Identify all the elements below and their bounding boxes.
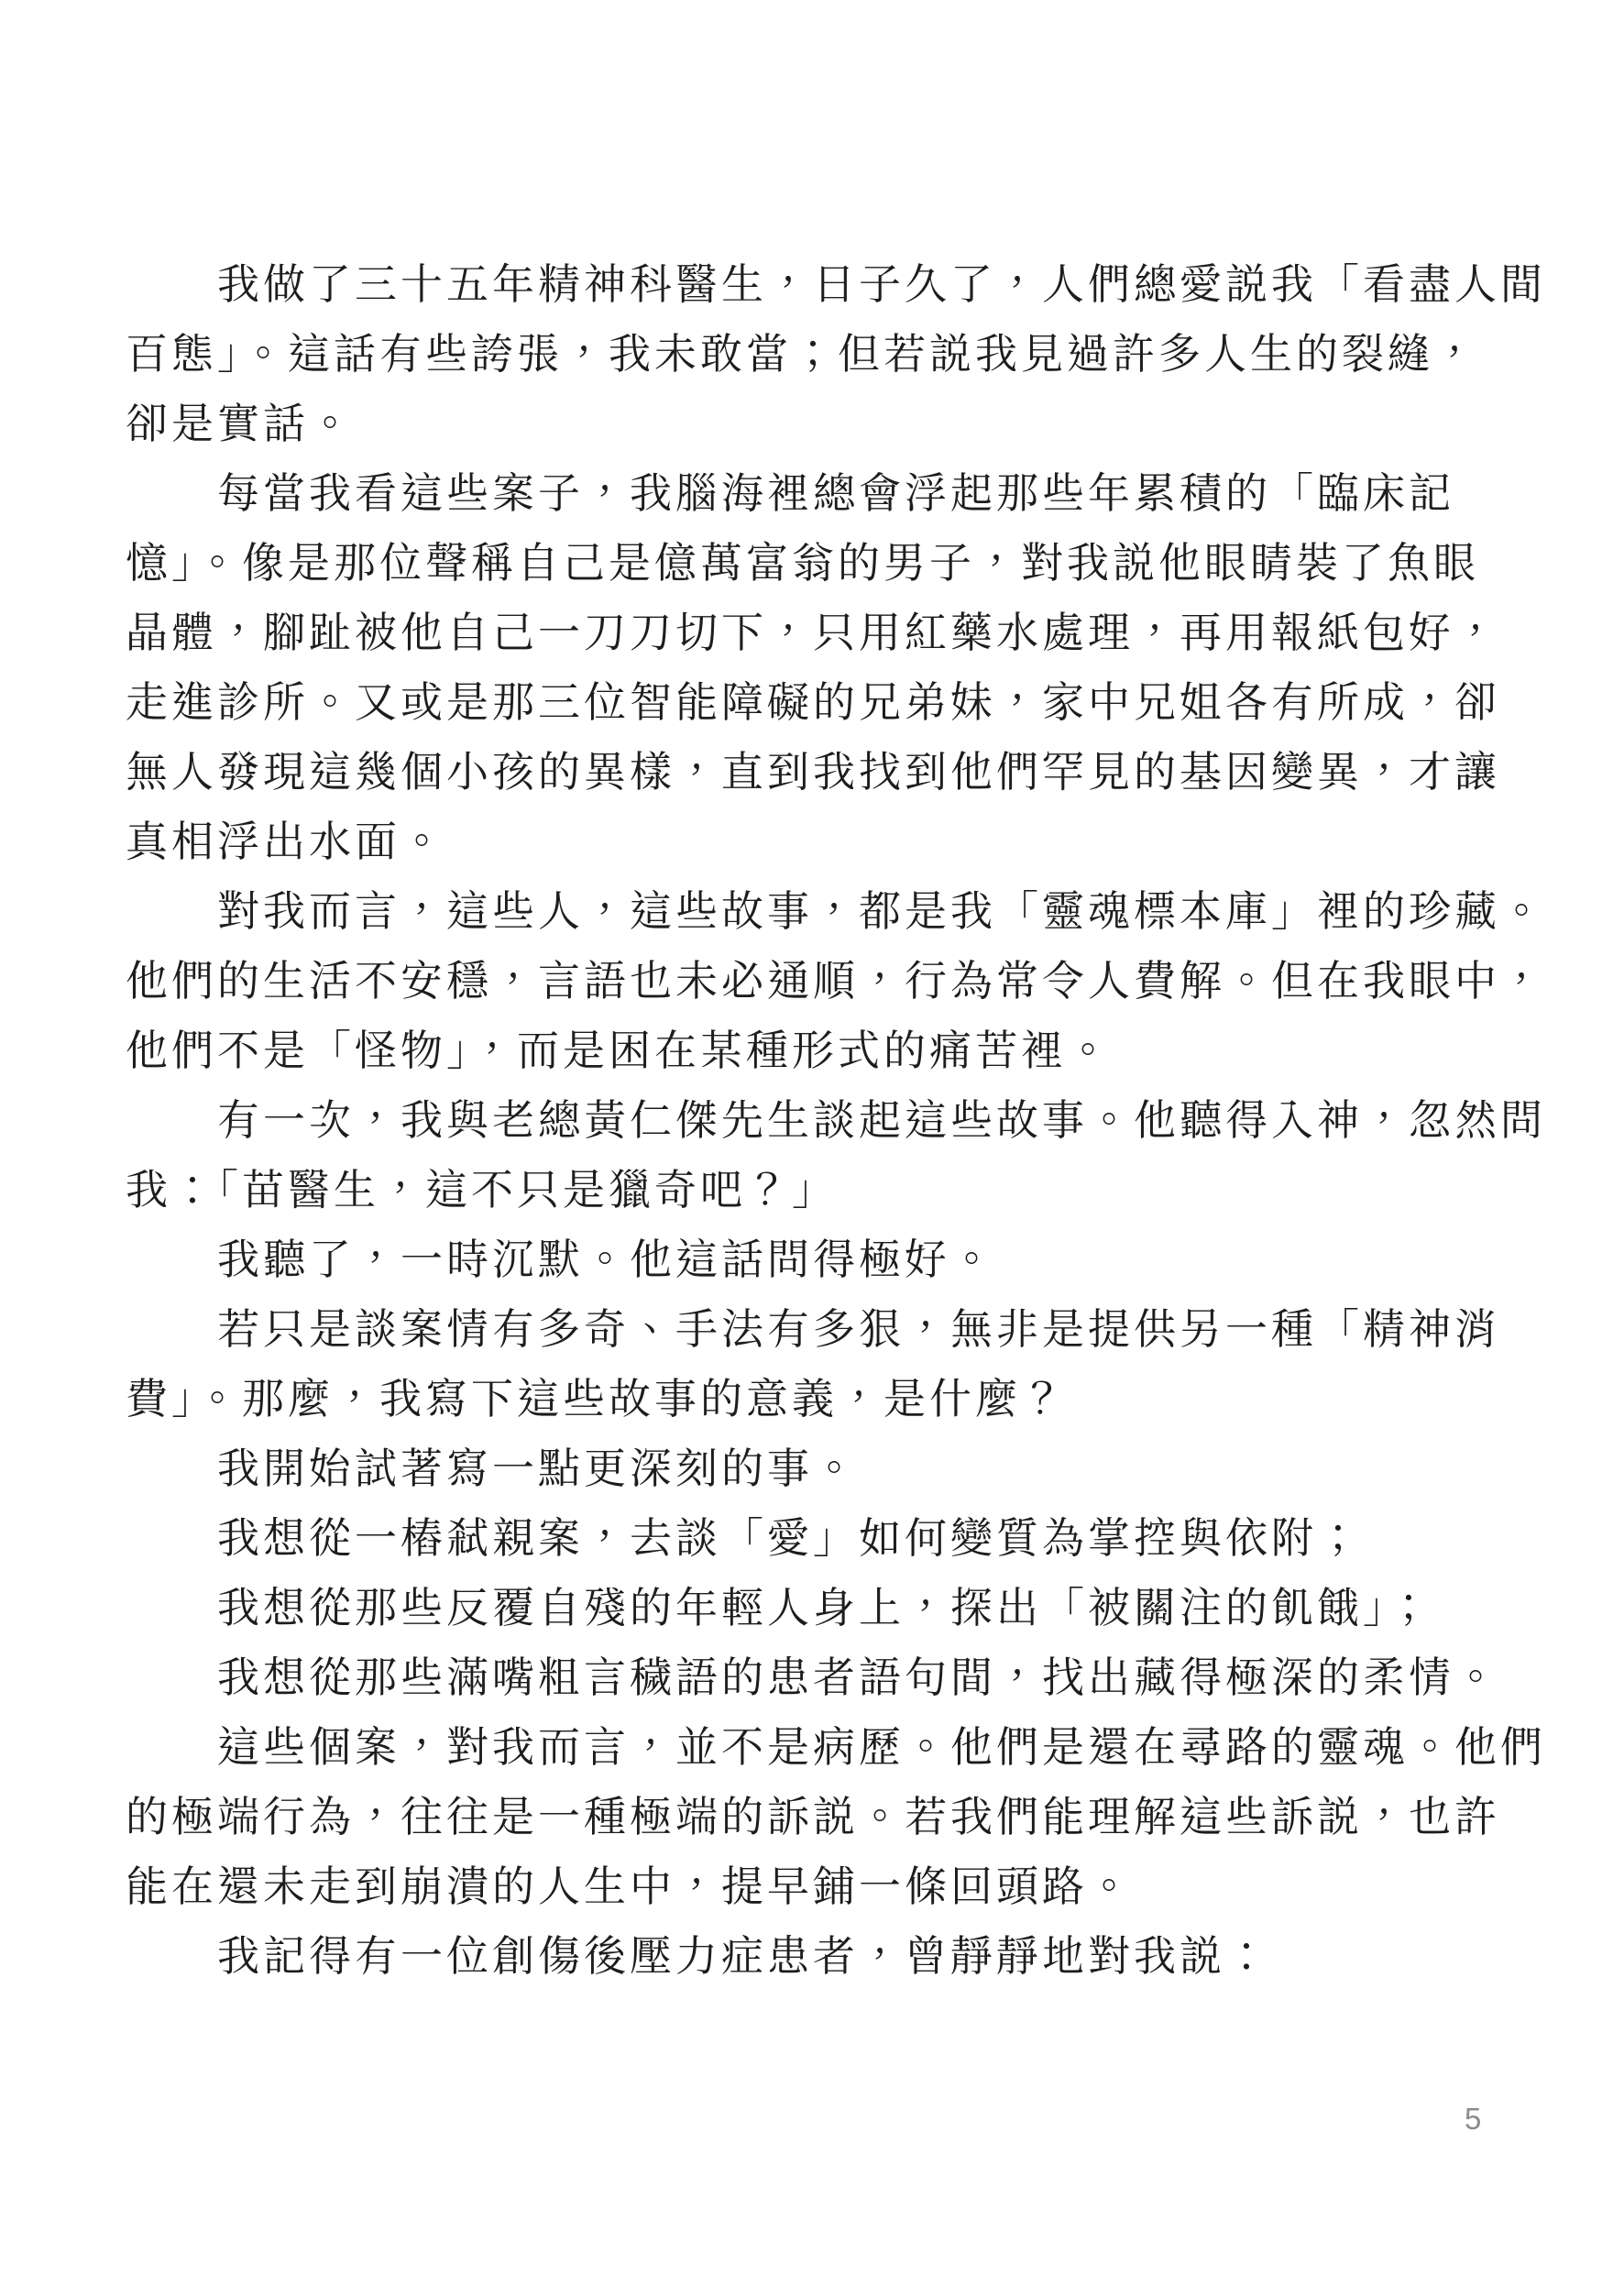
text-line: 我開始試著寫一點更深刻的事。 [217,1445,859,1492]
text-line: 每當我看這些案子，我腦海裡總會浮起那些年累積的「臨床記 [217,469,1454,517]
text-line: 有一次，我與老總黃仁傑先生談起這些故事。他聽得入神，忽然問 [217,1096,1546,1144]
text-line: 的極端行為，往往是一種極端的訴説。若我們能理解這些訴説，也許 [126,1793,1500,1840]
text-line: 卻是實話。 [126,400,355,447]
page-number: 5 [1465,2102,1482,2136]
text-line: 這些個案，對我而言，並不是病歷。他們是還在尋路的靈魂。他們 [217,1723,1546,1771]
text-line: 真相浮出水面。 [126,818,446,865]
text-line: 費」。那麼，我寫下這些故事的意義，是什麼？ [126,1375,1067,1423]
text-line: 我想從那些反覆自殘的年輕人身上，探出「被關注的飢餓」； [217,1584,1433,1631]
text-line: 百態」。這話有些誇張，我未敢當；但若説我見過許多人生的裂縫， [126,330,1479,378]
body-text [126,249,1546,1991]
text-line: 憶」。像是那位聲稱自己是億萬富翁的男子，對我説他眼睛裝了魚眼 [126,539,1479,587]
text-line: 我做了三十五年精神科醫生，日子久了，人們總愛説我「看盡人間 [217,260,1546,308]
text-line: 能在還未走到崩潰的人生中，提早鋪一條回頭路。 [126,1862,1134,1910]
text-line: 我想從那些滿嘴粗言穢語的患者語句間，找出藏得極深的柔情。 [217,1653,1500,1701]
text-line: 對我而言，這些人，這些故事，都是我「靈魂標本庫」裡的珍藏。 [217,887,1546,935]
text-line: 我：「苗醫生，這不只是獵奇吧？」 [126,1166,838,1214]
text-line: 他們不是「怪物」，而是困在某種形式的痛苦裡。 [126,1027,1113,1074]
text-line: 他們的生活不安穩，言語也未必通順，行為常令人費解。但在我眼中， [126,957,1546,1005]
text-line: 若只是談案情有多奇、手法有多狠，無非是提供另一種「精神消 [217,1305,1500,1353]
text-line: 無人發現這幾個小孩的異樣，直到我找到他們罕見的基因變異，才讓 [126,748,1500,796]
text-line: 晶體，腳趾被他自己一刀刀切下，只用紅藥水處理，再用報紙包好， [126,609,1500,656]
text-line: 我聽了，一時沉默。他這話問得極好。 [217,1236,996,1283]
text-line: 我記得有一位創傷後壓力症患者，曾靜靜地對我説： [217,1932,1271,1980]
text-line: 走進診所。又或是那三位智能障礙的兄弟妹，家中兄姐各有所成，卻 [126,678,1500,726]
text-line: 我想從一樁弒親案，去談「愛」如何變質為掌控與依附； [217,1514,1363,1562]
